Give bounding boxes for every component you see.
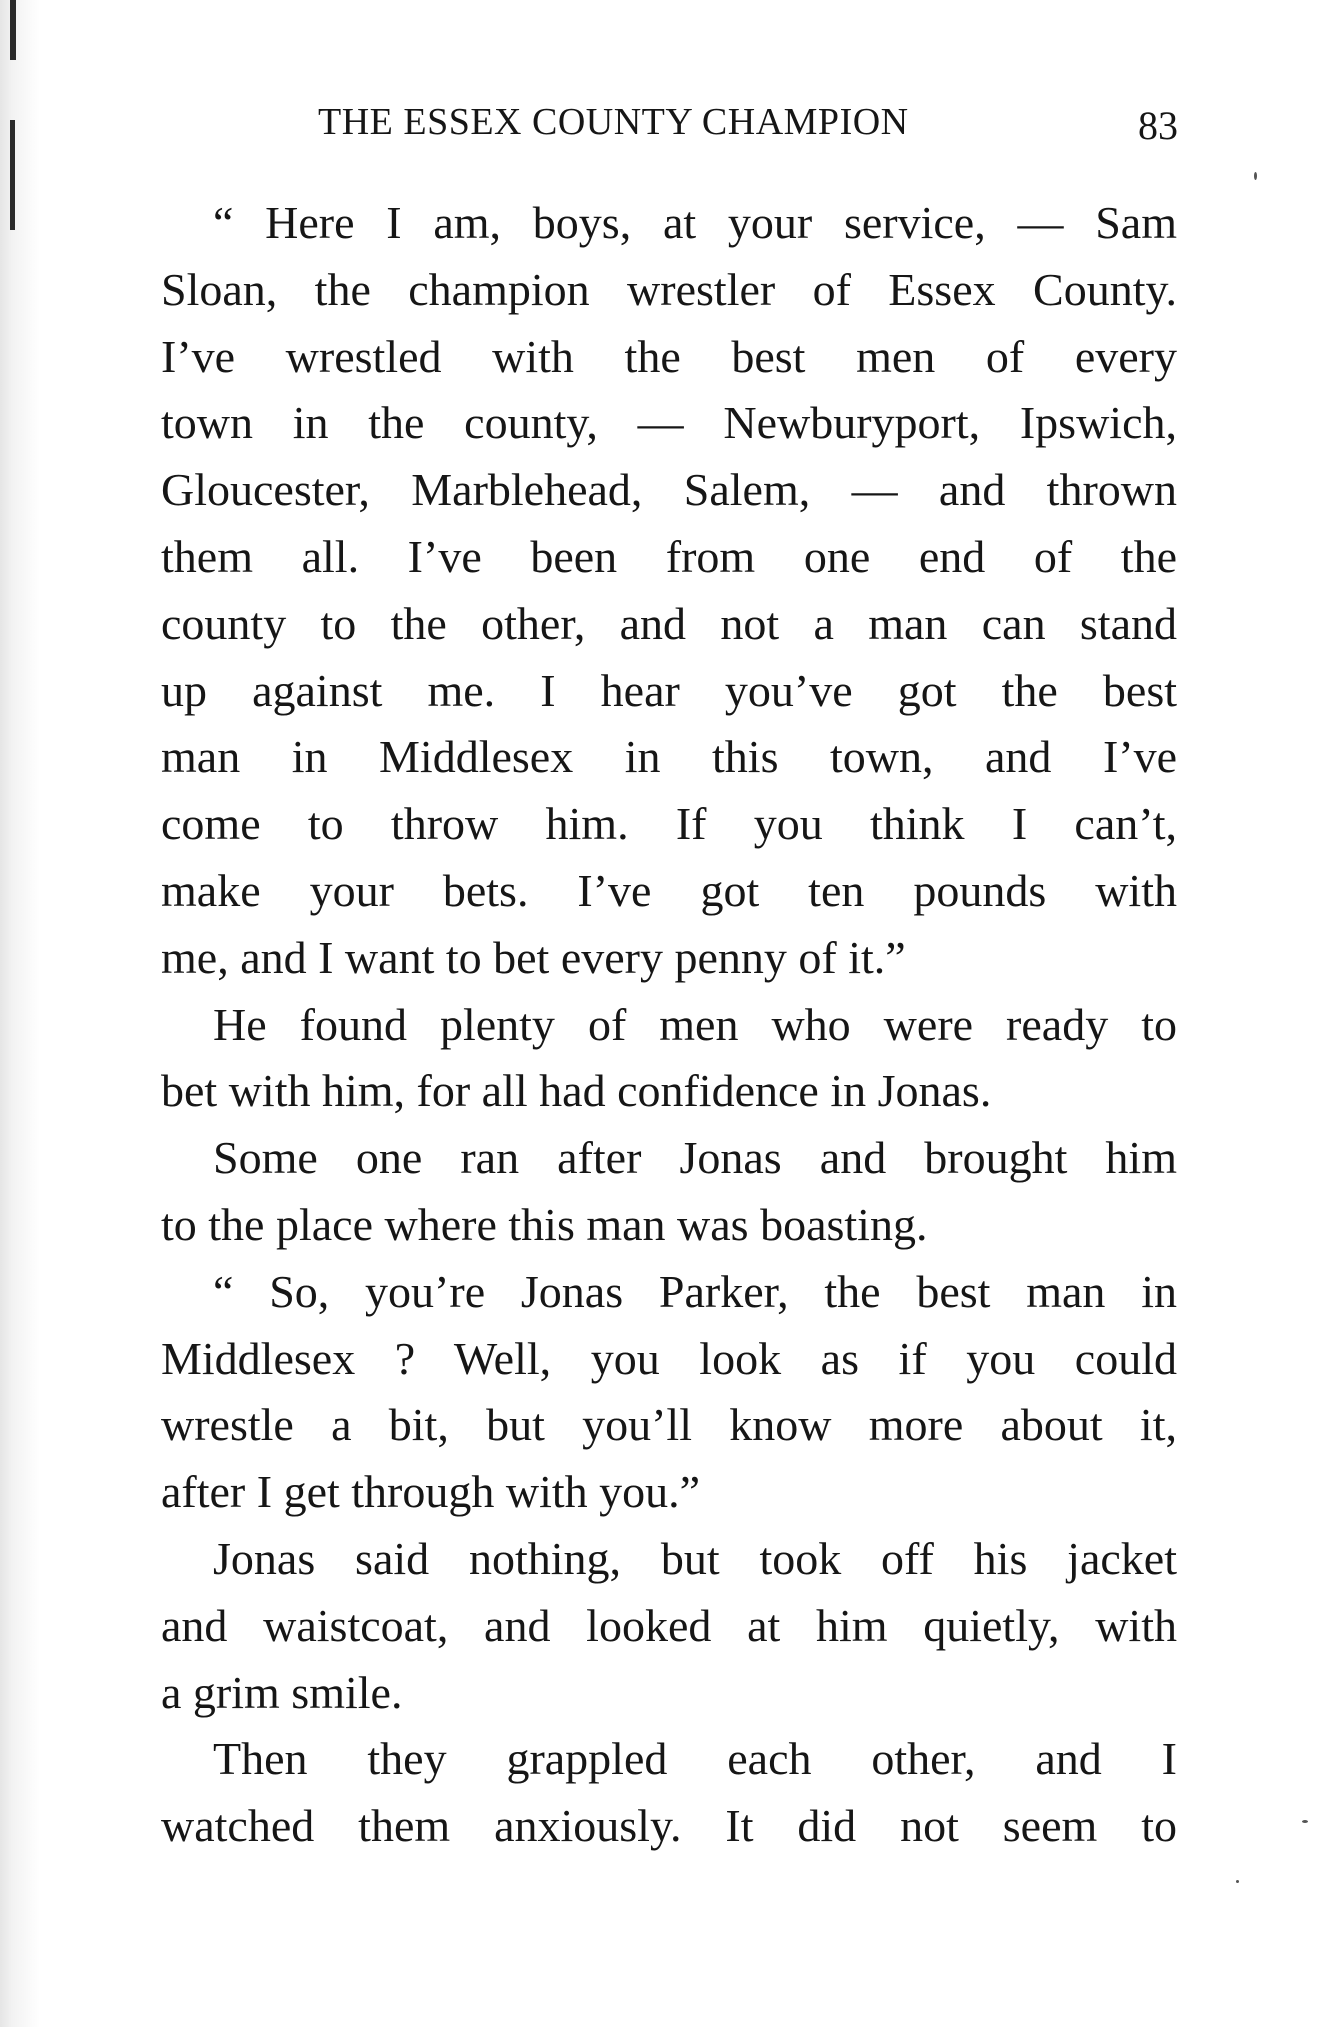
text-line: bet with him, for all had confidence in Jonas. [161,1065,992,1117]
scan-speck [1236,1880,1239,1883]
text-line: Gloucester, Marblehead, Salem, — and thrown [161,464,1177,516]
text-line: to the place where this man was boasting. [161,1198,928,1250]
text-line: Jonas said nothing, but took off his jacket [213,1532,1177,1584]
text-line: watched them anxiously. It did not seem to [161,1800,1177,1852]
page-number: 83 [1138,103,1178,148]
text-line: and waistcoat, and looked at him quietly, with [161,1599,1177,1651]
gutter-scan-mark [10,120,15,230]
text-line: I’ve wrestled with the best men of every [161,330,1177,382]
text-line: wrestle a bit, but you’ll know more about it, [161,1399,1177,1451]
running-header [318,96,1178,148]
text-line: Sloan, the champion wrestler of Essex County. [161,263,1177,315]
gutter-scan-mark [10,0,16,60]
text-line: up against me. I hear you’ve got the best [161,664,1177,716]
text-line: He found plenty of men who were ready to [213,998,1177,1050]
text-line: Middlesex ? Well, you look as if you could [161,1332,1177,1384]
text-line: make your bets. I’ve got ten pounds with [161,864,1177,916]
text-line: Some one ran after Jonas and brought him [213,1132,1177,1184]
page-gutter-shadow [0,0,40,2027]
running-title: THE ESSEX COUNTY CHAMPION [318,101,909,143]
text-line: man in Middlesex in this town, and I’ve [161,731,1177,783]
text-line: “ So, you’re Jonas Parker, the best man in [213,1265,1177,1317]
text-line: me, and I want to bet every penny of it.” [161,931,906,983]
text-line: a grim smile. [161,1666,403,1718]
text-line: them all. I’ve been from one end of the [161,530,1177,582]
text-line: come to throw him. If you think I can’t, [161,798,1177,850]
scan-speck [1302,1820,1308,1823]
text-line: after I get through with you.” [161,1466,701,1518]
body-text [161,190,1177,1860]
text-line: town in the county, — Newburyport, Ipswich, [161,397,1177,449]
text-line: county to the other, and not a man can stand [161,597,1177,649]
scan-speck [1254,172,1257,180]
text-line: “ Here I am, boys, at your service, — Sam [213,197,1177,248]
text-line: Then they grappled each other, and I [213,1733,1177,1785]
